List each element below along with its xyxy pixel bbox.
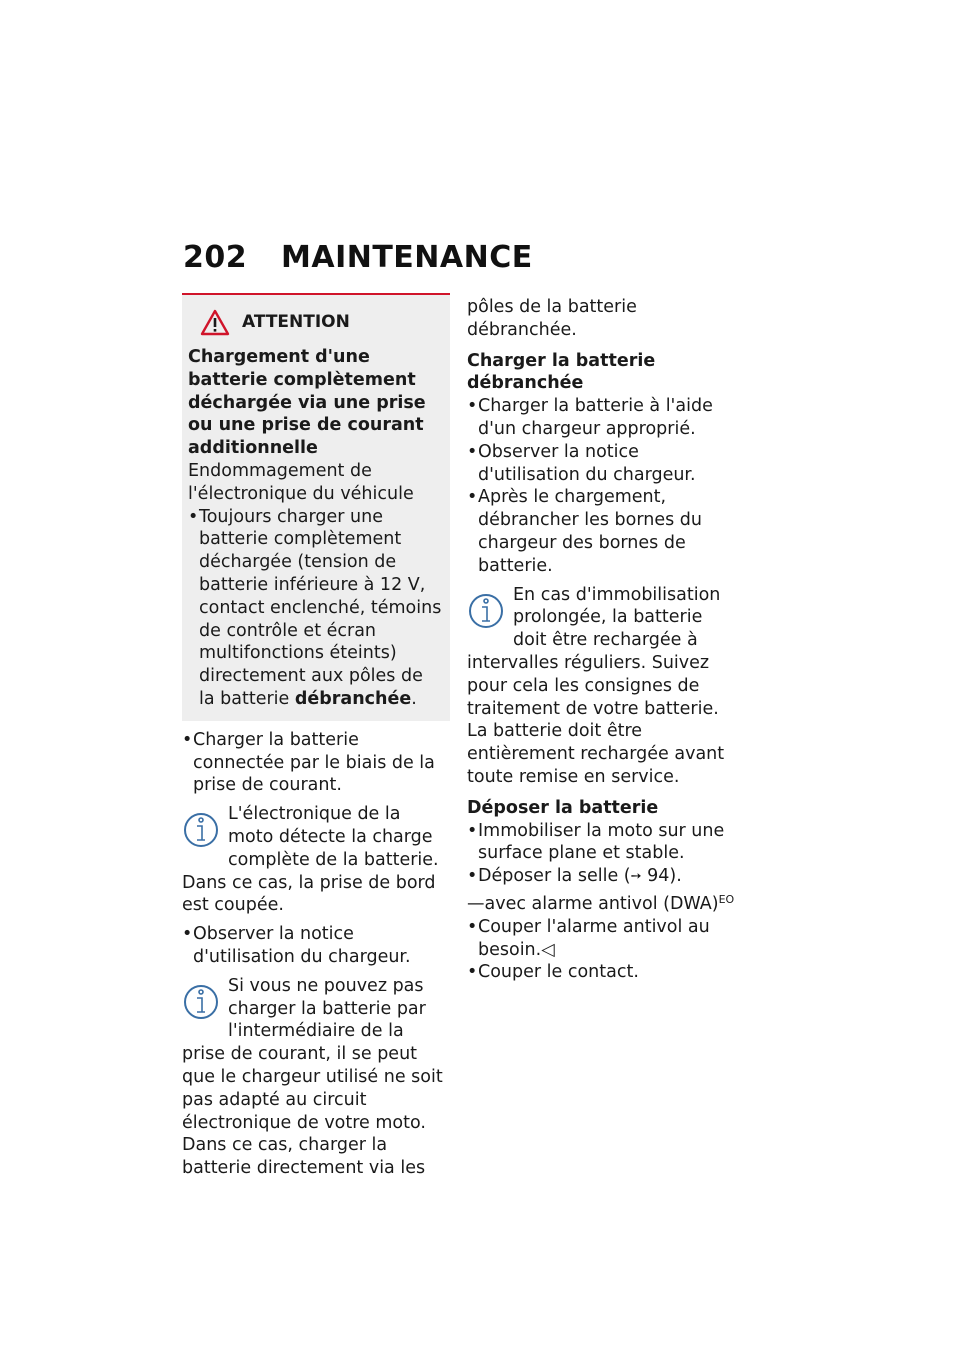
warning-triangle-icon <box>200 309 230 336</box>
warning-title <box>200 309 442 336</box>
list-item: • Observer la notice d'utilisation du chargeur. <box>467 441 739 487</box>
right-column <box>467 296 739 984</box>
list-item: • Charger la batterie connectée par le biais de la prise de courant. <box>182 729 450 797</box>
selle-text: Déposer la selle ( <box>478 866 631 887</box>
deposer-steps <box>467 820 739 889</box>
dwa-text: —avec alarme antivol (DWA) <box>467 893 719 914</box>
list-item: • Couper le contact. <box>467 961 739 984</box>
section-heading-charger: Charger la batterie débranchée <box>467 350 656 394</box>
alarm-text: Couper l'alarme antivol au besoin. <box>478 916 710 960</box>
alarm-step <box>467 916 739 962</box>
continuation-text: pôles de la batterie débranchée. <box>467 297 637 340</box>
info-icon <box>467 590 507 632</box>
warning-bullet-text: Toujours charger une batterie complètement déchargée (tension de batterie inférieure à 12 V, contact enclenché, témoins de contrôle et écran multifonctions éteints) directement aux pôles de la batterie <box>199 506 442 709</box>
list-item <box>467 865 739 889</box>
list-item: • Immobiliser la moto sur une surface plane et stable. <box>467 820 739 866</box>
list-item: • Après le chargement, débrancher les bornes du chargeur des bornes de batterie. <box>467 486 739 577</box>
page-number: 202 <box>183 240 248 275</box>
warning-heading: Chargement d'une batterie complètement déchargée via une prise ou une prise de courant additionnelle <box>188 347 426 459</box>
info-icon <box>182 809 222 851</box>
info-note-3 <box>467 584 739 789</box>
section-heading-deposer: Déposer la batterie <box>467 797 659 818</box>
list-item: • Charger la batterie à l'aide d'un chargeur approprié. <box>467 395 739 441</box>
note-text: En cas d'immobilisation prolongée, la batterie doit être rechargée à intervalles réguliers. Suivez pour cela les consignes de traitement de votre batterie. La batterie doit être entièrement rechargée avant toute remise en service. <box>467 584 725 787</box>
dwa-condition <box>467 889 739 916</box>
left-column <box>182 293 450 1186</box>
warning-list <box>188 506 442 711</box>
warning-bullet-end: . <box>411 688 417 709</box>
info-note-1 <box>182 803 450 917</box>
left-list-2 <box>182 923 450 969</box>
charger-steps <box>467 395 739 577</box>
info-note-2 <box>182 975 450 1180</box>
end-of-condition-icon: ◁ <box>541 939 555 960</box>
warning-bullet-bold: débranchée <box>294 688 412 709</box>
selle-end: ). <box>669 866 682 887</box>
page-reference-arrow-icon: ➙ <box>630 869 642 885</box>
info-icon <box>182 981 222 1023</box>
warning-bullet <box>188 506 442 711</box>
page-reference[interactable]: 94 <box>647 866 670 887</box>
list-item <box>467 916 739 962</box>
warning-box <box>182 293 450 721</box>
contact-step <box>467 961 739 984</box>
left-list-1 <box>182 729 450 797</box>
note-text: L'électronique de la moto détecte la charge complète de la batterie. Dans ce cas, la prise de bord est coupée. <box>182 804 439 916</box>
warning-label: ATTENTION <box>242 312 350 333</box>
chapter-title: MAINTENANCE <box>281 240 533 275</box>
warning-consequence: Endommagement de l'électronique du véhicule <box>188 460 414 504</box>
page-header <box>183 240 533 275</box>
list-item: • Observer la notice d'utilisation du chargeur. <box>182 923 450 969</box>
note-text: Si vous ne pouvez pas charger la batterie par l'intermédiaire de la prise de courant, il se peut que le chargeur utilisé ne soit pas adapté au circuit électronique de votre moto. Dans ce cas, charger la batterie directement via les <box>182 975 443 1179</box>
optional-equipment-mark: EO <box>718 892 735 906</box>
